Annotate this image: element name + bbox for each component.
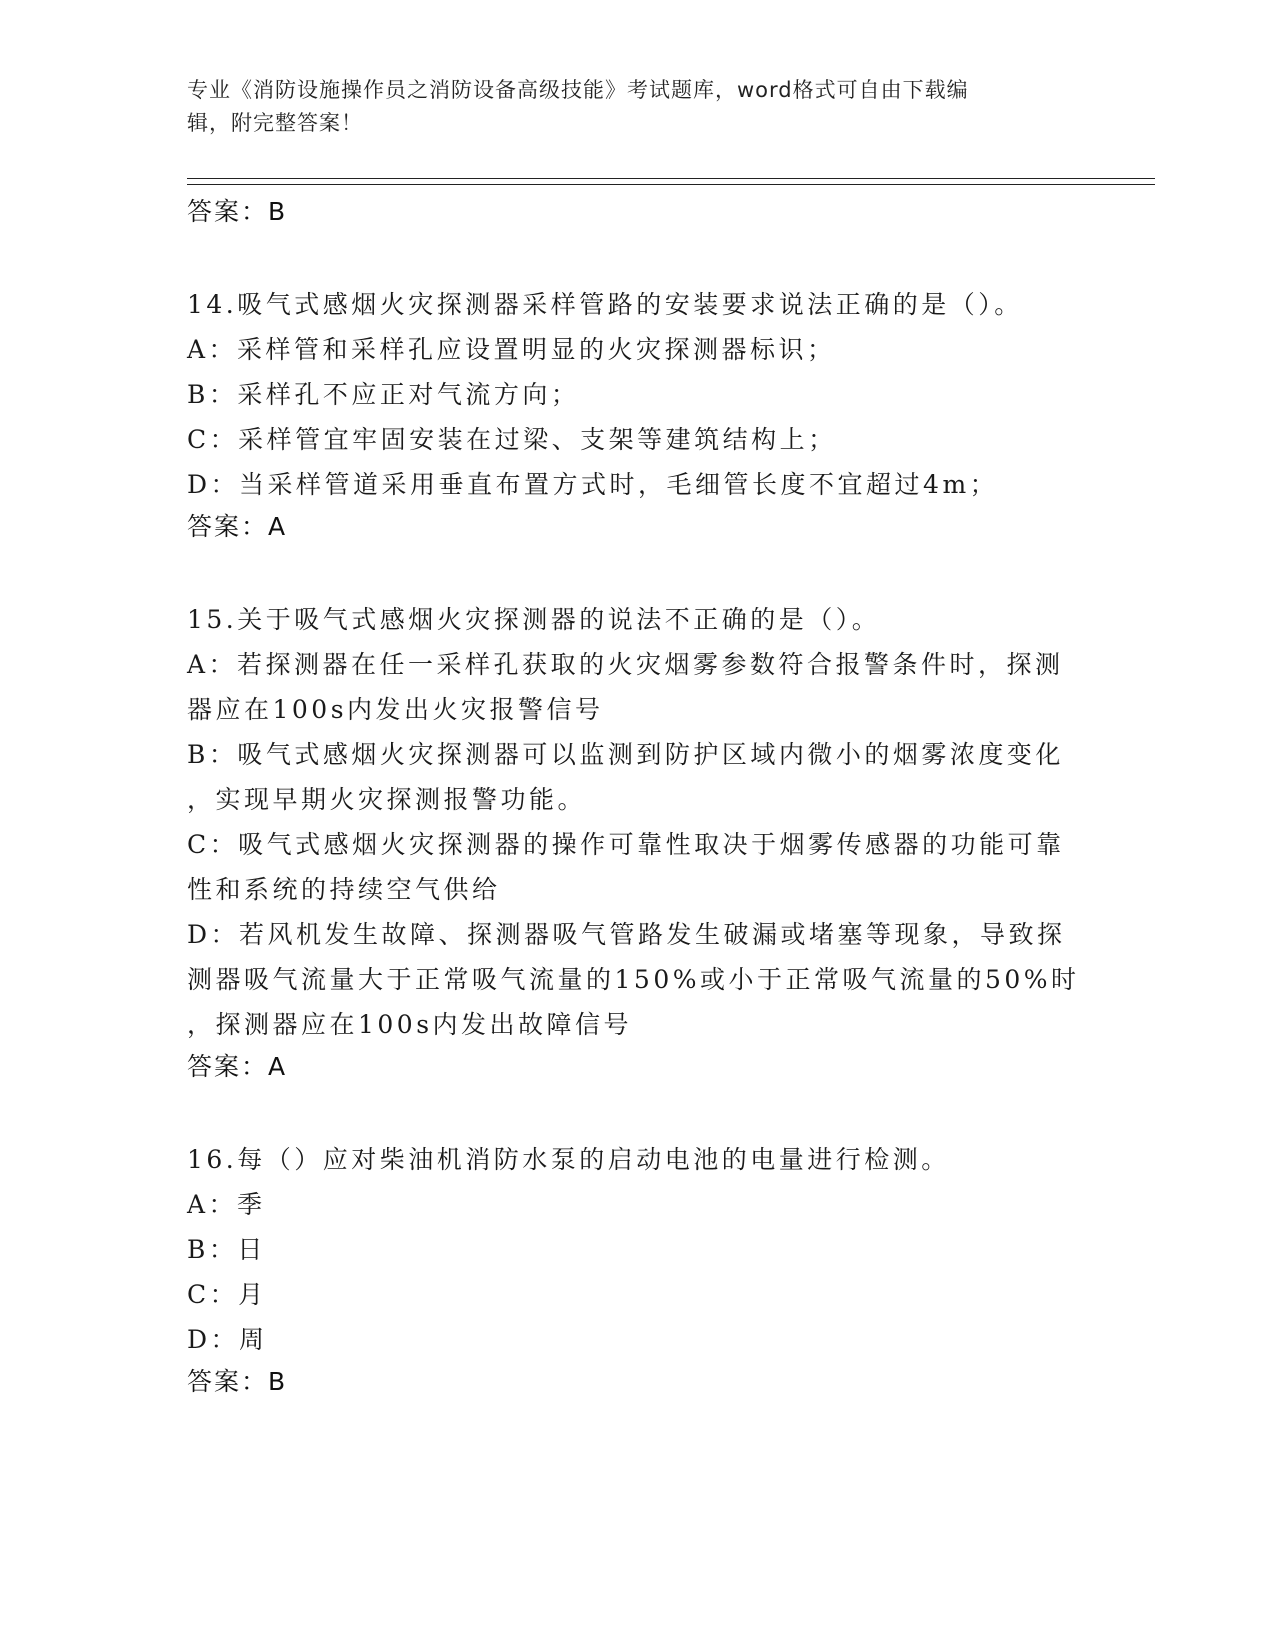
option-a-line-1: A：若探测器在任一采样孔获取的火灾烟雾参数符合报警条件时，探测 [187,650,1064,679]
option-d: D：周 [187,1325,268,1354]
question-content [187,192,1087,1402]
page-header [187,74,1067,140]
option-d: D：当采样管道采用垂直布置方式时，毛细管长度不宜超过4m； [187,470,999,499]
question-15 [187,597,1087,1087]
option-b: B：日 [187,1235,266,1264]
header-line-2: 辑，附完整答案！ [187,111,363,135]
header-double-rule [187,178,1155,185]
header-line-1: 专业《消防设施操作员之消防设备高级技能》考试题库，word格式可自由下载编 [187,78,969,102]
option-d-line-2: 测器吸气流量大于正常吸气流量的150%或小于正常吸气流量的50%时 [187,965,1080,994]
option-d-line-3: ，探测器应在100s内发出故障信号 [187,1010,633,1039]
option-c: C：月 [187,1280,267,1309]
question-14 [187,282,1087,547]
option-b-line-1: B：吸气式感烟火灾探测器可以监测到防护区域内微小的烟雾浓度变化 [187,740,1064,769]
option-b: B：采样孔不应正对气流方向； [187,380,580,409]
answer: 答案：B [187,1367,288,1396]
option-a: A：采样管和采样孔应设置明显的火灾探测器标识； [187,335,836,364]
option-c: C：采样管宜牢固安装在过梁、支架等建筑结构上； [187,425,837,454]
question-title: 16.每（）应对柴油机消防水泵的启动电池的电量进行检测。 [187,1145,950,1174]
answer-prev: 答案：B [187,197,288,226]
option-c-line-2: 性和系统的持续空气供给 [187,875,501,904]
option-b-line-2: ，实现早期火灾探测报警功能。 [187,785,587,814]
option-a: A：季 [187,1190,266,1219]
option-c-line-1: C：吸气式感烟火灾探测器的操作可靠性取决于烟雾传感器的功能可靠 [187,830,1065,859]
question-title: 14.吸气式感烟火灾探测器采样管路的安装要求说法正确的是（）。 [187,290,1023,319]
option-d-line-1: D：若风机发生故障、探测器吸气管路发生破漏或堵塞等现象，导致探 [187,920,1066,949]
option-a-line-2: 器应在100s内发出火灾报警信号 [187,695,604,724]
question-title: 15.关于吸气式感烟火灾探测器的说法不正确的是（）。 [187,605,881,634]
answer: 答案：A [187,512,288,541]
answer: 答案：A [187,1052,288,1081]
question-16 [187,1137,1087,1402]
